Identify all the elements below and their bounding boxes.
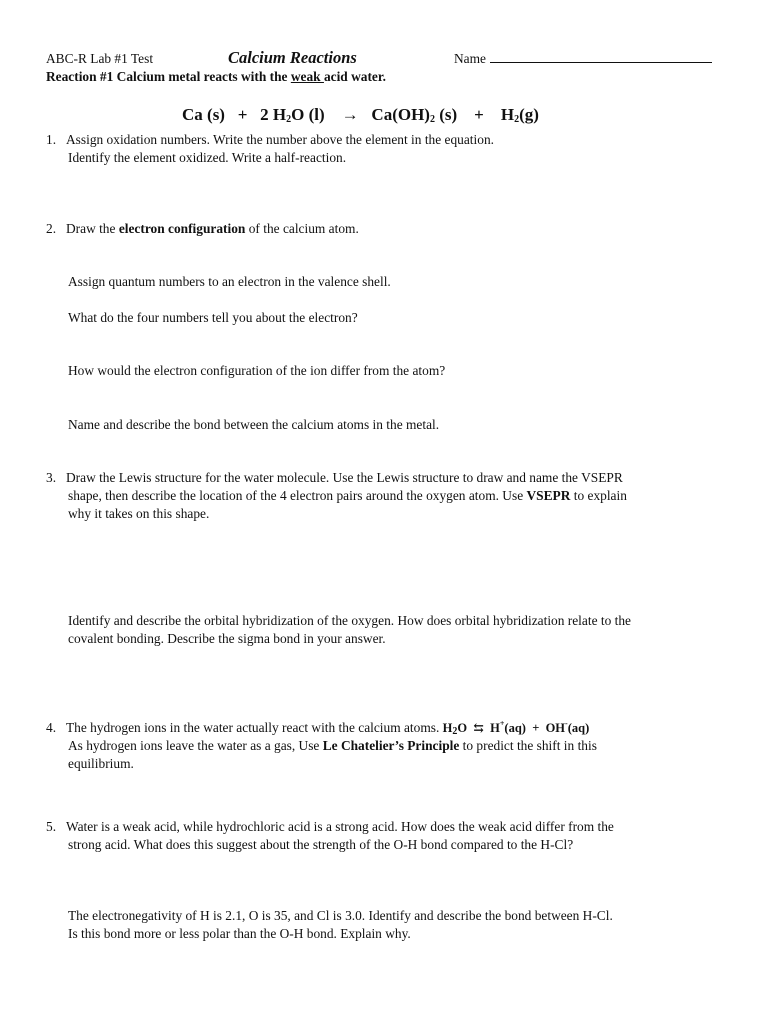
eq-plus: + — [237, 105, 248, 124]
question-3-sub1-line1: Identify and describe the orbital hybridization of the oxygen. How does orbital hybridization relate to the — [68, 613, 631, 628]
question-5-sub1-line1: The electronegativity of H is 2.1, O is 35, and Cl is 3.0. Identify and describe the bond between H-Cl. — [68, 908, 613, 923]
question-number: 1. — [46, 132, 57, 147]
bold-term: VSEPR — [526, 488, 571, 503]
reaction-prefix: Reaction #1 Calcium metal reacts with the — [46, 69, 291, 84]
question-number: 4. — [46, 720, 57, 735]
question-2-sub4: Name and describe the bond between the calcium atoms in the metal. — [68, 417, 440, 432]
name-label: Name — [454, 51, 486, 66]
bold-term: Le Chatelier’s Principle — [322, 738, 460, 753]
eq-calcium-hydroxide: $Ca(OH)_2$ (s) — [371, 105, 458, 125]
eq-hydrogen: $H_2(g)$ — [500, 105, 539, 125]
eq-ca: Ca (s) — [182, 105, 225, 124]
question-number: 5. — [46, 819, 57, 834]
question-text: The hydrogen ions in the water actually react with the calcium atoms. — [66, 720, 443, 735]
question-5 — [46, 818, 614, 836]
question-5-sub1-line2: Is this bond more or less polar than the O-H bond. Explain why. — [68, 926, 411, 941]
question-text: Assign oxidation numbers. Write the number above the element in the equation. — [66, 132, 494, 147]
eq-arrow: → — [341, 105, 359, 124]
reaction-heading — [46, 68, 386, 86]
eq-plus: + — [474, 105, 484, 124]
question-4 — [46, 719, 589, 737]
question-3-line3: why it takes on this shape. — [68, 506, 210, 521]
page-title: Calcium Reactions — [228, 48, 357, 67]
reaction-suffix: acid water. — [323, 69, 386, 84]
question-3-line2: shape, then describe the location of the 4 electron pairs around the oxygen atom. Use VSEPR to explain — [68, 488, 627, 503]
equilibrium-equation: $H_2O$ ⇆ H+(aq) + OH-(aq) — [442, 719, 590, 737]
name-blank-line[interactable] — [490, 50, 712, 63]
course-label: ABC-R Lab #1 Test — [46, 51, 154, 66]
question-2-sub1: Assign quantum numbers to an electron in the valence shell. — [68, 274, 391, 289]
question-4-line2: As hydrogen ions leave the water as a gas, Use Le Chatelier’s Principle to predict the shift in this — [68, 738, 597, 753]
question-number: 2. — [46, 221, 57, 236]
question-2-sub3: How would the electron configuration of the ion differ from the atom? — [68, 363, 446, 378]
question-4-line3: equilibrium. — [68, 756, 134, 771]
question-1-line2: Identify the element oxidized. Write a half-reaction. — [68, 150, 347, 165]
equilibrium-arrow-icon: ⇆ — [473, 721, 484, 735]
question-text: Draw the Lewis structure for the water molecule. Use the Lewis structure to draw and name the VSEPR — [66, 470, 623, 485]
question-2-sub2: What do the four numbers tell you about the electron? — [68, 310, 358, 325]
question-3 — [46, 469, 623, 487]
question-2: 2. Draw the electron configuration of the calcium atom. — [46, 221, 359, 236]
question-text: Water is a weak acid, while hydrochloric acid is a strong acid. How does the weak acid differ from the — [66, 819, 614, 834]
question-1 — [46, 131, 494, 149]
question-number: 3. — [46, 470, 57, 485]
name-field[interactable] — [454, 50, 712, 68]
reaction-underlined: weak — [290, 69, 324, 84]
question-3-sub1-line2: covalent bonding. Describe the sigma bond in your answer. — [68, 631, 386, 646]
question-5-line2: strong acid. What does this suggest about the strength of the O-H bond compared to the H-Cl? — [68, 837, 574, 852]
eq-water: 2 $H_2O$ (l) — [260, 105, 325, 125]
reaction-equation — [182, 105, 539, 125]
bold-term: electron configuration — [118, 221, 246, 236]
